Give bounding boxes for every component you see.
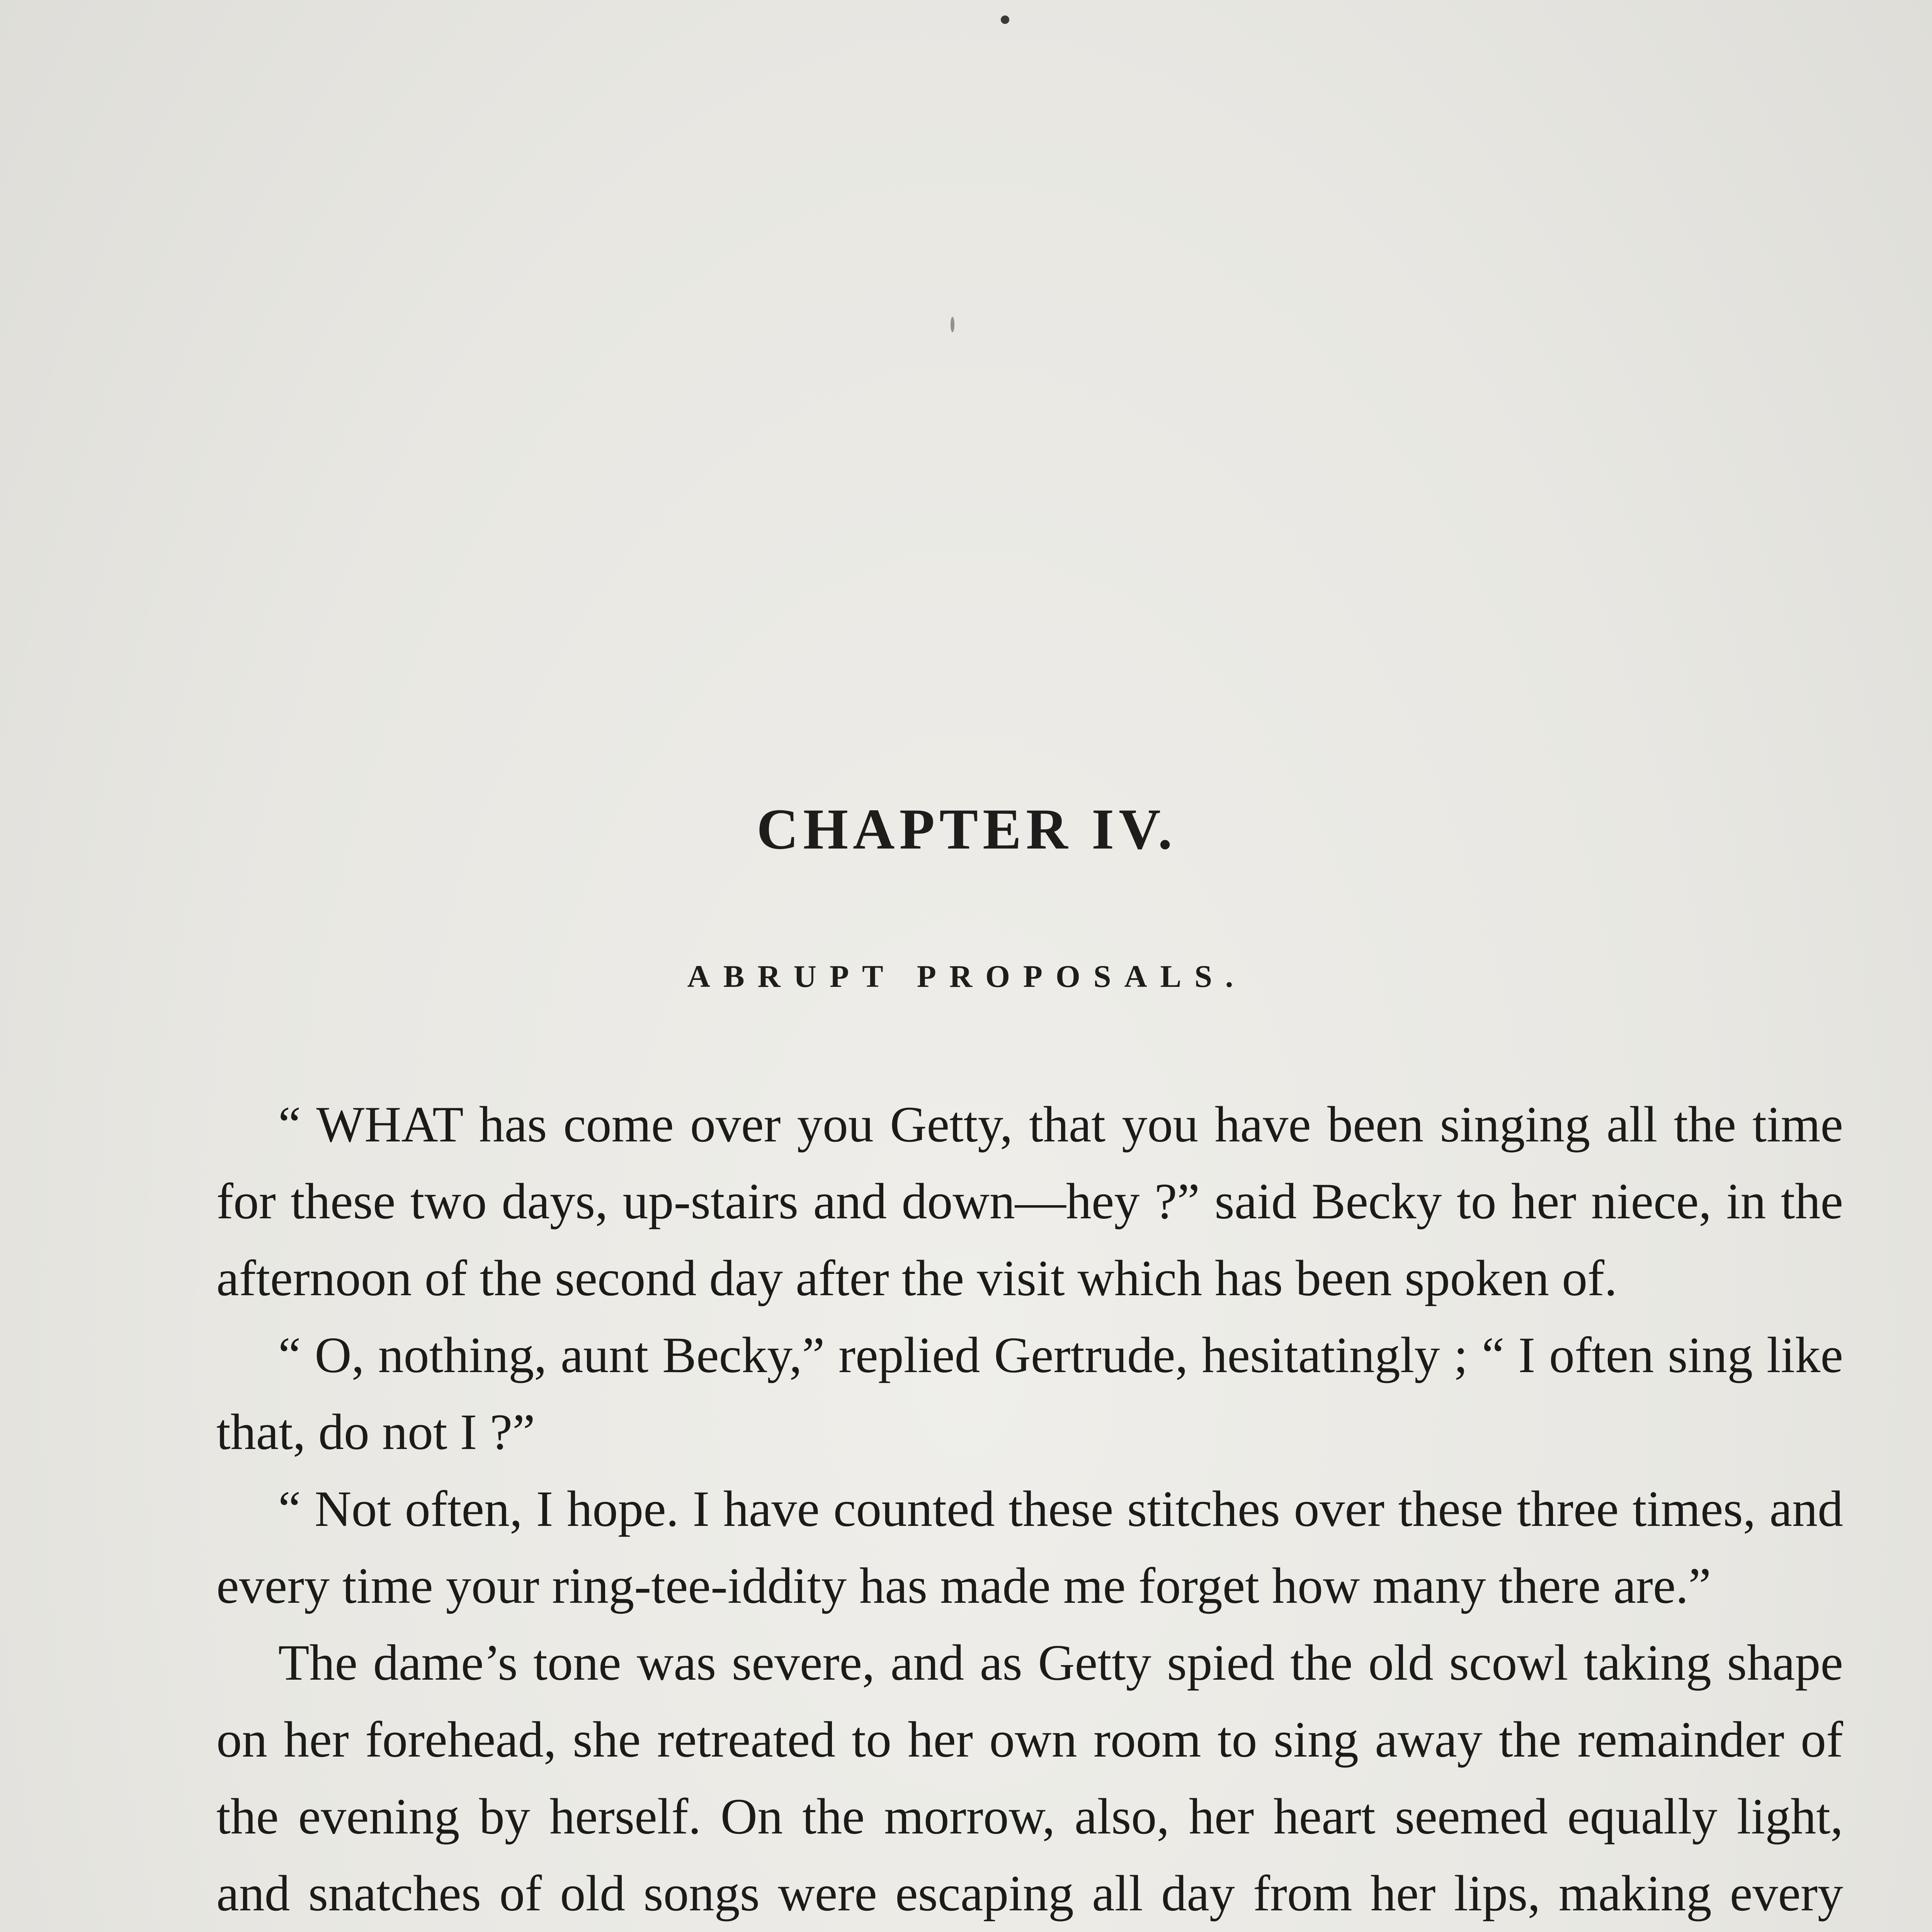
paragraph-3: “ Not often, I hope. I have counted these stitches over these three times, and every time your ring-tee-iddity has made me forget how many there are.” [216, 1480, 1843, 1614]
chapter-title: CHAPTER IV. [757, 797, 1177, 861]
body-text [216, 1086, 1843, 1932]
paragraph-1: “ WHAT has come over you Getty, that you have been singing all the time for these two days, up-stairs and down—hey ?” said Becky to her niece, in the afternoon of the second day after the visit which has been spoken of. [216, 1096, 1843, 1306]
ink-speck [951, 317, 954, 332]
chapter-subtitle: ABRUPT PROPOSALS. [687, 959, 1247, 994]
paragraph-4: The dame’s tone was severe, and as Getty spied the old scowl taking shape on her forehead, she retreated to her own room to sing away the remainder of the evening by herself. On the morrow, also, her heart seemed equally light, and snatches of old songs were escaping all day from her lips, making every [216, 1634, 1843, 1922]
paragraph-2: “ O, nothing, aunt Becky,” replied Gertrude, hesitatingly ; “ I often sing like that, do not I ?” [216, 1327, 1843, 1460]
ink-speck [1001, 15, 1009, 24]
